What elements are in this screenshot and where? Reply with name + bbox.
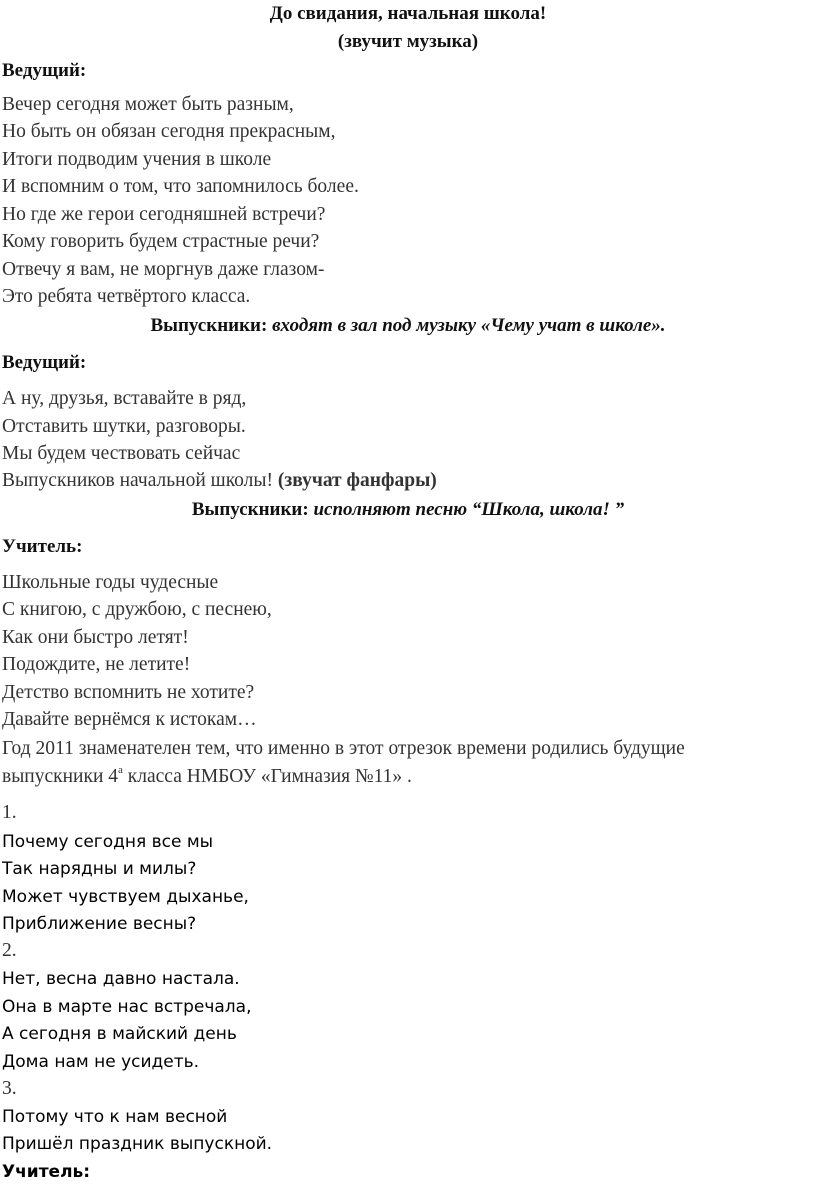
poem-line: Отставить шутки, разговоры. bbox=[2, 416, 246, 437]
verse-number: 1. bbox=[2, 802, 17, 823]
poem-line: Отвечу я вам, не моргнув даже глазом- bbox=[2, 259, 325, 280]
document-title: До свидания, начальная школа! bbox=[269, 3, 547, 24]
verse-line: А сегодня в майский день bbox=[2, 1024, 237, 1044]
grade-letter: а bbox=[118, 763, 123, 776]
poem-line: Вечер сегодня может быть разным, bbox=[2, 94, 294, 115]
verse-line: Нет, весна давно настала. bbox=[2, 969, 240, 989]
verse-line: Почему сегодня все мы bbox=[2, 832, 214, 852]
poem-line: Давайте вернёмся к истокам… bbox=[2, 709, 257, 730]
verse-number: 3. bbox=[2, 1078, 17, 1099]
speaker-label-teacher: Учитель: bbox=[2, 1162, 91, 1182]
verse-line: Может чувствуем дыханье, bbox=[2, 887, 249, 907]
document-subtitle: (звучит музыка) bbox=[337, 31, 479, 52]
speaker-label-teacher: Учитель: bbox=[2, 536, 83, 557]
grads-text-rest: класса НМБОУ «Гимназия №11» . bbox=[122, 766, 412, 787]
stage-direction-label: Выпускники: bbox=[150, 315, 268, 336]
verse-line: Потому что к нам весной bbox=[2, 1107, 228, 1127]
poem-line: Это ребята четвёртого класса. bbox=[2, 286, 251, 307]
poem-line bbox=[2, 470, 437, 492]
verse-line: Она в марте нас встречала, bbox=[2, 997, 252, 1017]
prose-line bbox=[2, 763, 412, 788]
verse-line: Пришёл праздник выпускной. bbox=[2, 1134, 273, 1154]
poem-line: Но где же герои сегодняшней встречи? bbox=[2, 204, 326, 225]
grads-text: выпускники 4 bbox=[2, 766, 119, 787]
poem-line: Детство вспомнить не хотите? bbox=[2, 682, 255, 703]
stage-note: (звучат фанфары) bbox=[277, 470, 437, 491]
poem-line: Школьные годы чудесные bbox=[2, 572, 219, 593]
poem-line: Но быть он обязан сегодня прекрасным, bbox=[2, 121, 336, 142]
verse-line: Приближение весны? bbox=[2, 914, 197, 934]
stage-direction-label: Выпускники: bbox=[191, 499, 309, 520]
verse-line: Дома нам не усидеть. bbox=[2, 1052, 200, 1072]
stage-direction-action: исполняют песню “Школа, школа! ” bbox=[313, 499, 625, 520]
poem-line-text: Выпускников начальной школы! bbox=[2, 470, 273, 491]
verse-number: 2. bbox=[2, 940, 17, 961]
poem-line: Кому говорить будем страстные речи? bbox=[2, 231, 320, 252]
stage-direction-action: входят в зал под музыку «Чему учат в школе». bbox=[272, 315, 666, 336]
poem-line: Мы будем чествовать сейчас bbox=[2, 443, 241, 464]
prose-line: Год 2011 знаменателен тем, что именно в этот отрезок времени родились будущие bbox=[2, 738, 685, 759]
poem-line: Как они быстро летят! bbox=[2, 627, 189, 648]
poem-line: Подождите, не летите! bbox=[2, 654, 191, 675]
poem-line: И вспомним о том, что запомнилось более. bbox=[2, 176, 359, 197]
speaker-label-host: Ведущий: bbox=[2, 352, 87, 373]
poem-line: С книгою, с дружбою, с песнею, bbox=[2, 599, 272, 620]
poem-line: А ну, друзья, вставайте в ряд, bbox=[2, 388, 247, 409]
verse-line: Так нарядны и милы? bbox=[2, 859, 197, 879]
stage-direction bbox=[0, 499, 816, 521]
speaker-label-host: Ведущий: bbox=[2, 60, 87, 81]
stage-direction bbox=[0, 315, 816, 337]
poem-line: Итоги подводим учения в школе bbox=[2, 149, 272, 170]
